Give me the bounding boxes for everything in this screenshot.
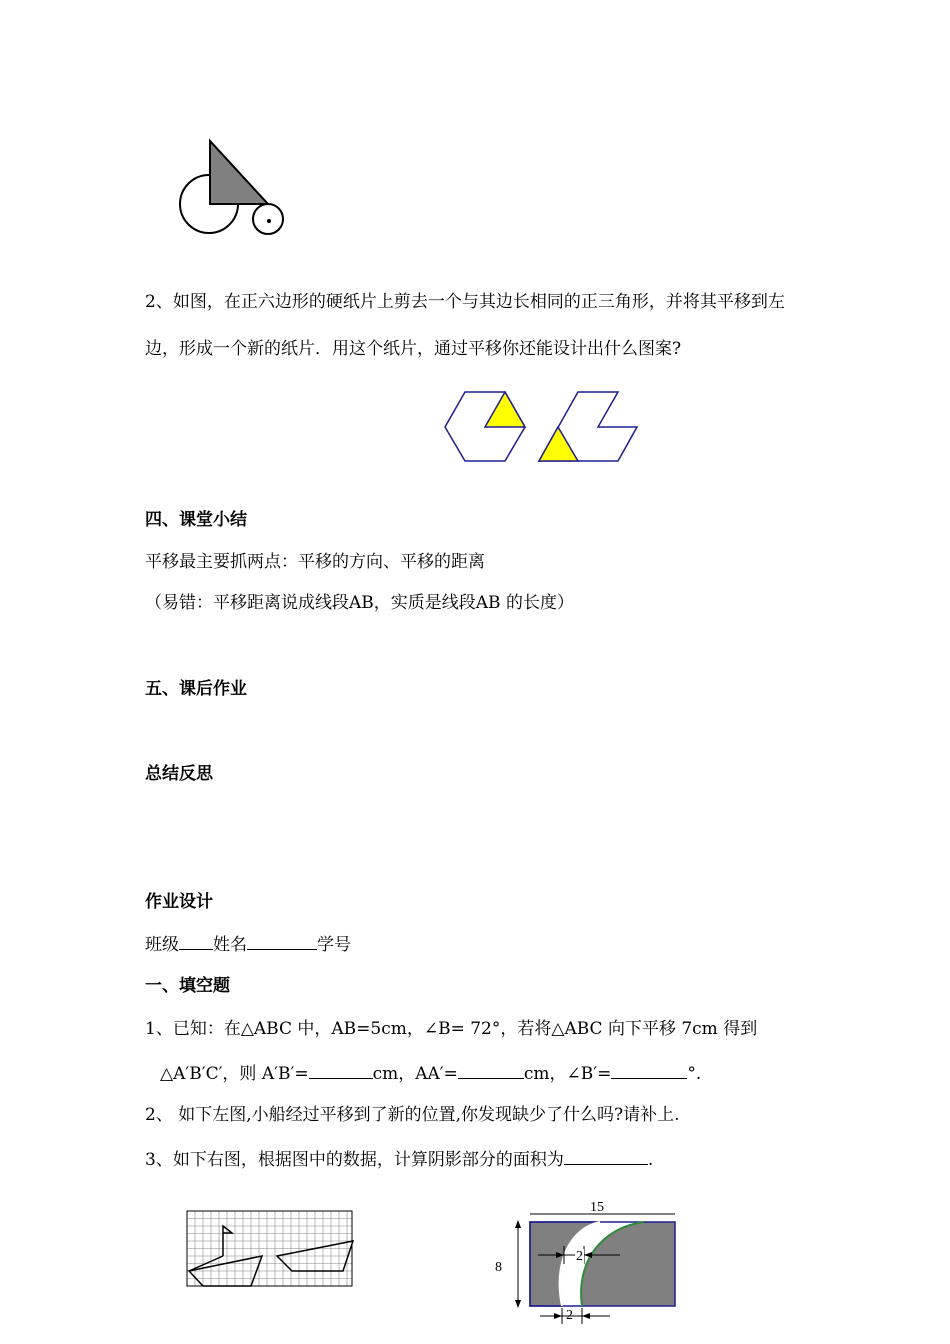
q1-part-a: △A′B′C′，则 A′B′= <box>160 1064 309 1084</box>
reflection-title: 总结反思 <box>145 764 213 784</box>
q1-blank-2 <box>458 1062 524 1079</box>
q1-line1: 1、已知：在△ABC 中，AB=5cm，∠B= 72°，若将△ABC 向下平移 7cm 得到 <box>145 1019 758 1039</box>
number-label: 学号 <box>317 935 351 955</box>
q1-blank-1 <box>309 1062 373 1079</box>
section5-title: 五、课后作业 <box>145 679 247 699</box>
fill-section-title: 一、填空题 <box>145 976 230 996</box>
boat-grid-figure <box>186 1210 354 1288</box>
q3-text: 3、如下右图，根据图中的数据，计算阴影部分的面积为 <box>145 1150 564 1170</box>
name-label: 姓名 <box>213 935 247 955</box>
bottom-arrow-right <box>582 1313 590 1319</box>
dim-label-8: 8 <box>495 1260 502 1275</box>
triangle-wheels-figure <box>175 138 290 243</box>
problem2-line1: 2、如图，在正六边形的硬纸片上剪去一个与其边长相同的正三角形，并将其平移到左 <box>145 292 785 312</box>
shaded-area-figure <box>490 1198 690 1328</box>
bottom-arrow-left <box>554 1313 562 1319</box>
name-blank <box>247 933 317 950</box>
q2-text: 2、 如下左图,小船经过平移到了新的位置,你发现缺少了什么吗?请补上. <box>145 1105 680 1125</box>
q1-part-c: cm，∠B′= <box>523 1064 612 1084</box>
left-arrow-down <box>515 1300 521 1308</box>
homework-title: 作业设计 <box>145 892 213 912</box>
q3-blank <box>564 1148 648 1165</box>
dim-label-2-mid: 2 <box>576 1249 583 1264</box>
dim-label-2-bottom: 2 <box>566 1308 573 1323</box>
class-label: 班级 <box>145 935 179 955</box>
q1-line2 <box>160 1062 701 1085</box>
section4-line2: （易错：平移距离说成线段AB，实质是线段AB 的长度） <box>145 593 574 613</box>
dim-label-15: 15 <box>590 1200 604 1215</box>
q1-part-d: °. <box>687 1064 702 1084</box>
mid-arrow-right <box>584 1252 592 1258</box>
small-wheel-axle <box>267 219 271 223</box>
shaded-region-right <box>581 1222 675 1306</box>
section4-title: 四、课堂小结 <box>145 510 247 530</box>
problem2-line2: 边，形成一个新的纸片．用这个纸片，通过平移你还能设计出什么图案? <box>145 339 682 359</box>
q1-blank-3 <box>611 1062 687 1079</box>
class-blank <box>179 933 213 950</box>
q3-end: . <box>647 1150 654 1170</box>
hexagon-figure <box>440 385 645 465</box>
small-wheel <box>253 204 283 234</box>
student-info-line <box>145 933 351 956</box>
grid-lines <box>187 1211 352 1286</box>
q1-part-b: cm，AA′= <box>372 1064 458 1084</box>
gray-triangle <box>210 141 268 204</box>
section4-line1: 平移最主要抓两点：平移的方向、平移的距离 <box>145 552 485 572</box>
left-arrow-up <box>515 1220 521 1228</box>
q3-line <box>145 1148 653 1171</box>
